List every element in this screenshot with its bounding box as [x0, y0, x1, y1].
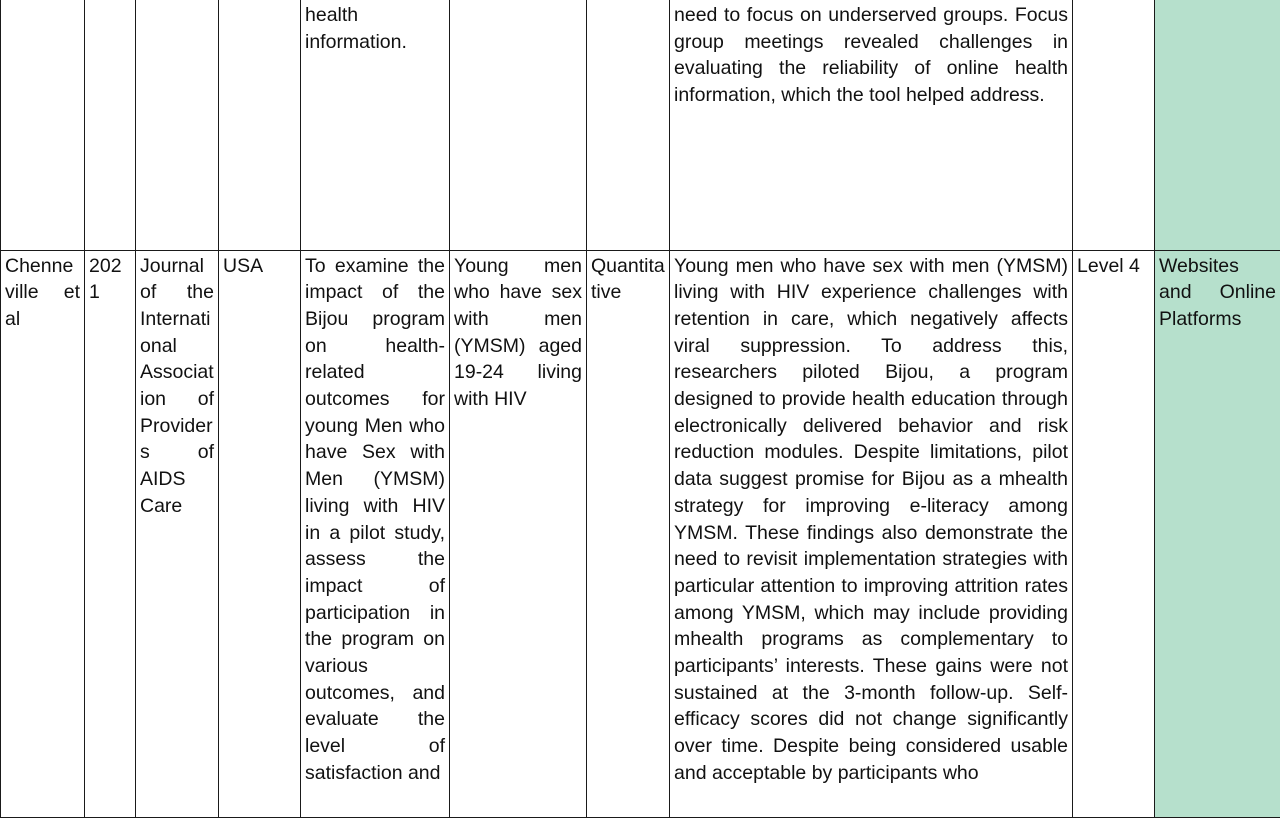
design-cell: [587, 0, 670, 250]
journal-cell: [136, 0, 219, 250]
design-cell: Quantitative: [587, 250, 670, 817]
country-cell: [219, 0, 301, 250]
year-cell: 2021: [85, 250, 136, 817]
country-cell: USA: [219, 250, 301, 817]
category-cell: [1155, 0, 1280, 250]
table-row: [1, 250, 1280, 817]
table-row: [1, 0, 1280, 250]
population-cell: Young men who have sex with men (YMSM) aged 19-24 living with HIV: [450, 250, 587, 817]
level-cell: Level 4: [1073, 250, 1155, 817]
level-cell: [1073, 0, 1155, 250]
author-cell: [1, 0, 85, 250]
findings-cell: Young men who have sex with men (YMSM) living with HIV experience challenges with retention in care, which negatively affects viral suppression. To address this, researchers piloted Bijou, a program designed to provide health education through electronically delivered behavior and risk reduction modules. Despite limitations, pilot data suggest promise for Bijou as a mhealth strategy for improving e-literacy among YMSM. These findings also demonstrate the need to revisit implementation strategies with particular attention to improving attrition rates among YMSM, which may include providing mhealth programs as complementary to participants’ interests. These gains were not sustained at the 3-month follow-up. Self-efficacy scores did not change significantly over time. Despite being considered usable and acceptable by participants who: [670, 250, 1073, 817]
journal-cell: Journal of the International Association of Providers of AIDS Care: [136, 250, 219, 817]
aim-cell: health information.: [301, 0, 450, 250]
aim-cell: To examine the impact of the Bijou program on health-related outcomes for young Men who have Sex with Men (YMSM) living with HIV in a pilot study, assess the impact of participation in the program on various outcomes, and evaluate the level of satisfaction and: [301, 250, 450, 817]
findings-cell: need to focus on underserved groups. Focus group meetings revealed challenges in evaluating the reliability of online health information, which the tool helped address.: [670, 0, 1073, 250]
population-cell: [450, 0, 587, 250]
category-cell: Websites and Online Platforms: [1155, 250, 1280, 817]
year-cell: [85, 0, 136, 250]
author-cell: Chenneville et al: [1, 250, 85, 817]
